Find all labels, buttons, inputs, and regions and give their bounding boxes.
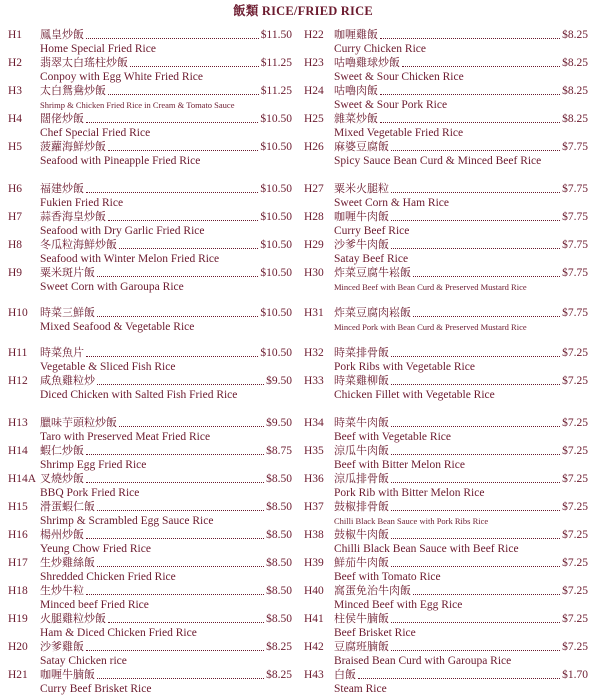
item-chinese-name: 福建炒飯 xyxy=(40,182,84,195)
dot-leader xyxy=(402,66,560,67)
item-english-name: Chilli Black Bean Sauce with Beef Rice xyxy=(334,543,519,555)
item-code: H10 xyxy=(8,307,28,319)
item-chinese-name: 粟米斑片飯 xyxy=(40,266,95,279)
item-code: H18 xyxy=(8,585,28,597)
item-price: $7.25 xyxy=(562,375,588,387)
dot-leader xyxy=(86,538,264,539)
dot-leader xyxy=(380,122,560,123)
item-price: $8.50 xyxy=(266,501,292,513)
dot-leader xyxy=(86,482,264,483)
item-price: $10.50 xyxy=(260,307,292,319)
dot-leader xyxy=(391,454,560,455)
dot-leader xyxy=(391,220,560,221)
dot-leader xyxy=(391,622,560,623)
item-price: $7.75 xyxy=(562,307,588,319)
item-price: $7.75 xyxy=(562,239,588,251)
item-english-name: Shrimp Egg Fried Rice xyxy=(40,459,147,471)
item-english-name: Pork Rib with Bitter Melon Rice xyxy=(334,487,485,499)
item-price: $7.25 xyxy=(562,347,588,359)
item-english-name: Steam Rice xyxy=(334,683,387,695)
item-price: $10.50 xyxy=(260,267,292,279)
item-code: H6 xyxy=(8,183,23,195)
dot-leader xyxy=(391,426,560,427)
dot-leader xyxy=(86,122,258,123)
item-chinese-name: 咸魚雞粒炒 xyxy=(40,374,95,387)
item-english-name: Satay Chicken rice xyxy=(40,655,127,667)
item-english-name: Sweet & Sour Chicken Rice xyxy=(334,71,464,83)
dot-leader xyxy=(391,192,560,193)
item-chinese-name: 沙爹牛肉飯 xyxy=(334,238,389,251)
item-code: H41 xyxy=(304,613,324,625)
item-code: H31 xyxy=(304,307,324,319)
item-english-name: Seafood with Winter Melon Fried Rice xyxy=(40,253,220,265)
item-english-name: Home Special Fried Rice xyxy=(40,43,156,55)
dot-leader xyxy=(391,356,560,357)
item-code: H35 xyxy=(304,445,324,457)
dot-leader xyxy=(86,594,264,595)
item-code: H37 xyxy=(304,501,324,513)
dot-leader xyxy=(130,66,259,67)
item-price: $7.25 xyxy=(562,529,588,541)
item-english-name: Beef with Vegetable Rice xyxy=(334,431,451,443)
item-price: $11.50 xyxy=(260,29,292,41)
item-english-name: Curry Beef Brisket Rice xyxy=(40,683,152,695)
item-price: $8.50 xyxy=(266,473,292,485)
item-chinese-name: 咖喱牛肉飯 xyxy=(334,210,389,223)
item-price: $7.25 xyxy=(562,501,588,513)
item-english-name: Chicken Fillet with Vegetable Rice xyxy=(334,389,495,401)
item-english-name: Yeung Chow Fried Rice xyxy=(40,543,151,555)
dot-leader xyxy=(413,316,560,317)
dot-leader xyxy=(380,38,560,39)
dot-leader xyxy=(86,356,258,357)
item-price: $10.50 xyxy=(260,239,292,251)
dot-leader xyxy=(97,316,258,317)
item-price: $7.25 xyxy=(562,445,588,457)
item-code: H12 xyxy=(8,375,28,387)
item-chinese-name: 臘味芋頭粒炒飯 xyxy=(40,416,117,429)
dot-leader xyxy=(391,482,560,483)
item-code: H13 xyxy=(8,417,28,429)
dot-leader xyxy=(391,150,560,151)
item-price: $1.70 xyxy=(562,669,588,681)
item-english-name: Shredded Chicken Fried Rice xyxy=(40,571,176,583)
item-price: $7.25 xyxy=(562,557,588,569)
dot-leader xyxy=(391,248,560,249)
item-price: $10.50 xyxy=(260,141,292,153)
item-code: H40 xyxy=(304,585,324,597)
item-chinese-name: 時菜牛肉飯 xyxy=(334,416,389,429)
menu-section-title: 飯類 RICE/FRIED RICE xyxy=(233,4,373,18)
item-code: H28 xyxy=(304,211,324,223)
dot-leader xyxy=(108,94,259,95)
item-chinese-name: 鮮茄牛肉飯 xyxy=(334,556,389,569)
item-english-name: Beef with Tomato Rice xyxy=(334,571,441,583)
item-price: $7.75 xyxy=(562,267,588,279)
item-code: H19 xyxy=(8,613,28,625)
dot-leader xyxy=(86,454,264,455)
dot-leader xyxy=(97,384,264,385)
item-chinese-name: 柱侯牛腩飯 xyxy=(334,612,389,625)
item-code: H36 xyxy=(304,473,324,485)
dot-leader xyxy=(108,220,258,221)
dot-leader xyxy=(108,622,264,623)
item-chinese-name: 鳳皇炒飯 xyxy=(40,28,84,41)
dot-leader xyxy=(413,276,560,277)
item-price: $7.75 xyxy=(562,141,588,153)
dot-leader xyxy=(391,650,560,651)
item-code: H25 xyxy=(304,113,324,125)
dot-leader xyxy=(391,510,560,511)
item-english-name: Chef Special Fried Rice xyxy=(40,127,151,139)
item-english-name: Mixed Seafood & Vegetable Rice xyxy=(40,321,195,333)
item-price: $11.25 xyxy=(260,85,292,97)
item-code: H38 xyxy=(304,529,324,541)
item-code: H42 xyxy=(304,641,324,653)
item-english-name: Minced Beef with Bean Curd & Preserved Mustard Rice xyxy=(334,282,527,292)
item-chinese-name: 叉燒炒飯 xyxy=(40,472,84,485)
item-english-name: Minced Beef with Egg Rice xyxy=(334,599,463,611)
item-chinese-name: 涼瓜牛肉飯 xyxy=(334,444,389,457)
item-price: $8.50 xyxy=(266,613,292,625)
dot-leader xyxy=(97,510,264,511)
dot-leader xyxy=(391,566,560,567)
dot-leader xyxy=(119,426,264,427)
item-code: H20 xyxy=(8,641,28,653)
item-chinese-name: 生炒牛粒 xyxy=(40,584,84,597)
item-code: H34 xyxy=(304,417,324,429)
item-chinese-name: 涼瓜排骨飯 xyxy=(334,472,389,485)
item-price: $8.25 xyxy=(562,57,588,69)
item-chinese-name: 咕嚕肉飯 xyxy=(334,84,378,97)
item-english-name: Spicy Sauce Bean Curd & Minced Beef Rice xyxy=(334,155,542,167)
item-price: $7.25 xyxy=(562,473,588,485)
item-code: H24 xyxy=(304,85,324,97)
item-english-name: Curry Beef Rice xyxy=(334,225,410,237)
item-price: $7.75 xyxy=(562,211,588,223)
item-chinese-name: 闊佬炒飯 xyxy=(40,112,84,125)
item-code: H11 xyxy=(8,347,28,359)
item-english-name: Sweet & Sour Pork Rice xyxy=(334,99,448,111)
item-english-name: Minced Pork with Bean Curd & Preserved Mustard Rice xyxy=(334,322,527,332)
dot-leader xyxy=(391,384,560,385)
item-price: $8.25 xyxy=(266,669,292,681)
item-english-name: Seafood with Dry Garlic Fried Rice xyxy=(40,225,205,237)
item-english-name: BBQ Pork Fried Rice xyxy=(40,487,140,499)
dot-leader xyxy=(86,650,264,651)
item-chinese-name: 火腿雞粒炒飯 xyxy=(40,612,106,625)
item-price: $7.75 xyxy=(562,183,588,195)
item-price: $10.50 xyxy=(260,113,292,125)
item-chinese-name: 生炒雞絲飯 xyxy=(40,556,95,569)
item-chinese-name: 白飯 xyxy=(334,668,356,681)
item-code: H1 xyxy=(8,29,23,41)
dot-leader xyxy=(97,276,258,277)
item-code: H4 xyxy=(8,113,23,125)
item-code: H43 xyxy=(304,669,324,681)
item-price: $7.25 xyxy=(562,613,588,625)
item-english-name: Vegetable & Sliced Fish Rice xyxy=(40,361,176,373)
item-code: H14A xyxy=(8,473,37,485)
item-price: $7.25 xyxy=(562,641,588,653)
item-code: H8 xyxy=(8,239,23,251)
item-price: $8.25 xyxy=(562,29,588,41)
item-chinese-name: 時菜三鮮飯 xyxy=(40,306,95,319)
item-english-name: Seafood with Pineapple Fried Rice xyxy=(40,155,201,167)
item-code: H29 xyxy=(304,239,324,251)
item-chinese-name: 豆腐班腩飯 xyxy=(334,640,389,653)
item-english-name: Curry Chicken Rice xyxy=(334,43,426,55)
item-chinese-name: 沙爹雞飯 xyxy=(40,640,84,653)
item-price: $11.25 xyxy=(260,57,292,69)
dot-leader xyxy=(391,538,560,539)
item-english-name: Diced Chicken with Salted Fish Fried Rice xyxy=(40,389,238,401)
dot-leader xyxy=(86,38,259,39)
item-english-name: Satay Beef Rice xyxy=(334,253,409,265)
item-code: H30 xyxy=(304,267,324,279)
item-chinese-name: 炸菜豆腐肉崧飯 xyxy=(334,306,411,319)
item-code: H14 xyxy=(8,445,28,457)
item-code: H9 xyxy=(8,267,23,279)
item-english-name: Mixed Vegetable Fried Rice xyxy=(334,127,464,139)
item-code: H23 xyxy=(304,57,324,69)
item-chinese-name: 粟米火腿粒 xyxy=(334,182,389,195)
item-english-name: Minced beef Fried Rice xyxy=(40,599,149,611)
item-code: H2 xyxy=(8,57,23,69)
item-code: H33 xyxy=(304,375,324,387)
item-chinese-name: 菠蘿海鮮炒飯 xyxy=(40,140,106,153)
item-english-name: Fukien Fried Rice xyxy=(40,197,124,209)
item-chinese-name: 翡翠太白瑤柱炒飯 xyxy=(40,56,128,69)
item-code: H32 xyxy=(304,347,324,359)
item-price: $8.25 xyxy=(266,641,292,653)
item-english-name: Beef with Bitter Melon Rice xyxy=(334,459,465,471)
item-price: $8.25 xyxy=(562,85,588,97)
item-price: $9.50 xyxy=(266,375,292,387)
item-price: $8.50 xyxy=(266,585,292,597)
dot-leader xyxy=(86,192,258,193)
item-english-name: Shrimp & Scrambled Egg Sauce Rice xyxy=(40,515,214,527)
item-chinese-name: 太白鴛鴦炒飯 xyxy=(40,84,106,97)
item-english-name: Braised Bean Curd with Garoupa Rice xyxy=(334,655,512,667)
item-code: H27 xyxy=(304,183,324,195)
item-chinese-name: 鼓椒牛肉飯 xyxy=(334,528,389,541)
item-price: $8.50 xyxy=(266,557,292,569)
item-price: $8.75 xyxy=(266,445,292,457)
item-chinese-name: 時菜魚片 xyxy=(40,346,84,359)
dot-leader xyxy=(380,94,560,95)
item-english-name: Beef Brisket Rice xyxy=(334,627,416,639)
item-price: $10.50 xyxy=(260,347,292,359)
item-english-name: Taro with Preserved Meat Fried Rice xyxy=(40,431,211,443)
item-code: H3 xyxy=(8,85,23,97)
item-english-name: Shrimp & Chicken Fried Rice in Cream & Tomato Sauce xyxy=(40,100,235,110)
item-chinese-name: 窩蛋免治牛肉飯 xyxy=(334,584,411,597)
dot-leader xyxy=(97,566,264,567)
item-chinese-name: 咖喱牛腩飯 xyxy=(40,668,95,681)
item-code: H39 xyxy=(304,557,324,569)
item-code: H5 xyxy=(8,141,23,153)
item-chinese-name: 楊州炒飯 xyxy=(40,528,84,541)
item-chinese-name: 蒜香海皇炒飯 xyxy=(40,210,106,223)
item-chinese-name: 咖喱雞飯 xyxy=(334,28,378,41)
item-chinese-name: 麻婆豆腐飯 xyxy=(334,140,389,153)
item-chinese-name: 炸菜豆腐牛崧飯 xyxy=(334,266,411,279)
item-chinese-name: 冬瓜粒海鮮炒飯 xyxy=(40,238,117,251)
item-code: H26 xyxy=(304,141,324,153)
item-english-name: Chilli Black Bean Sauce with Pork Ribs Rice xyxy=(334,516,489,526)
item-chinese-name: 咕嚕雞球炒飯 xyxy=(334,56,400,69)
dot-leader xyxy=(108,150,258,151)
item-chinese-name: 鼓椒排骨飯 xyxy=(334,500,389,513)
item-code: H22 xyxy=(304,29,324,41)
item-english-name: Pork Ribs with Vegetable Rice xyxy=(334,361,475,373)
item-price: $10.50 xyxy=(260,183,292,195)
item-price: $9.50 xyxy=(266,417,292,429)
item-price: $8.50 xyxy=(266,529,292,541)
item-price: $7.25 xyxy=(562,585,588,597)
item-price: $10.50 xyxy=(260,211,292,223)
item-english-name: Sweet Corn with Garoupa Rice xyxy=(40,281,184,293)
dot-leader xyxy=(97,678,264,679)
item-english-name: Sweet Corn & Ham Rice xyxy=(334,197,449,209)
item-chinese-name: 雜菜炒飯 xyxy=(334,112,378,125)
item-code: H16 xyxy=(8,529,28,541)
dot-leader xyxy=(358,678,560,679)
item-chinese-name: 時菜排骨飯 xyxy=(334,346,389,359)
item-price: $8.25 xyxy=(562,113,588,125)
item-code: H21 xyxy=(8,669,28,681)
item-english-name: Ham & Diced Chicken Fried Rice xyxy=(40,627,197,639)
item-code: H17 xyxy=(8,557,28,569)
item-code: H15 xyxy=(8,501,28,513)
item-chinese-name: 滑蛋蝦仁飯 xyxy=(40,500,95,513)
item-chinese-name: 蝦仁炒飯 xyxy=(40,444,84,457)
item-english-name: Conpoy with Egg White Fried Rice xyxy=(40,71,204,83)
item-price: $7.25 xyxy=(562,417,588,429)
dot-leader xyxy=(413,594,560,595)
item-code: H7 xyxy=(8,211,23,223)
item-chinese-name: 時菜雞柳飯 xyxy=(334,374,389,387)
dot-leader xyxy=(119,248,258,249)
